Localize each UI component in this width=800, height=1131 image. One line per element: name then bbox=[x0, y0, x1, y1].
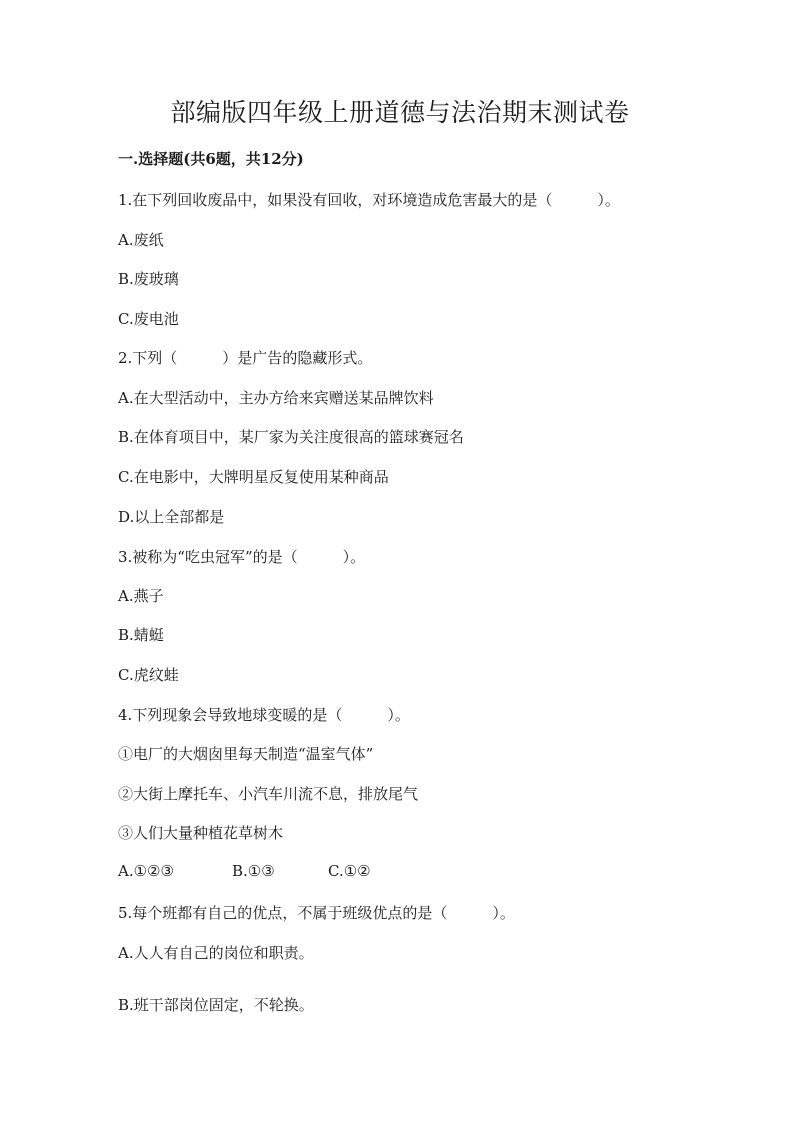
page-title: 部编版四年级上册道德与法治期末测试卷 bbox=[170, 98, 630, 127]
section-heading: 一.选择题(共6题，共12分) bbox=[118, 150, 304, 168]
question-1-option-b: B.废玻璃 bbox=[118, 270, 179, 288]
question-4-statement-2: ②大街上摩托车、小汽车川流不息，排放尾气 bbox=[118, 785, 419, 803]
question-3-option-c: C.虎纹蛙 bbox=[118, 666, 179, 684]
question-4-option-c: C.①② bbox=[328, 862, 371, 880]
question-4-stem: 4.下列现象会导致地球变暖的是（ ）。 bbox=[118, 706, 410, 724]
question-4-statement-1: ①电厂的大烟囱里每天制造“温室气体” bbox=[118, 745, 374, 763]
question-4-option-b: B.①③ bbox=[232, 862, 275, 880]
question-2-stem: 2.下列（ ）是广告的隐藏形式。 bbox=[118, 349, 373, 367]
question-4-statement-3: ③人们大量种植花草树木 bbox=[118, 824, 284, 842]
question-4-option-a: A.①②③ bbox=[118, 862, 174, 880]
question-2-option-b: B.在体育项目中，某厂家为关注度很高的篮球赛冠名 bbox=[118, 428, 464, 446]
question-1-option-c: C.废电池 bbox=[118, 310, 179, 328]
question-1-stem: 1.在下列回收废品中，如果没有回收，对环境造成危害最大的是（ ）。 bbox=[118, 191, 620, 209]
question-5-option-b: B.班干部岗位固定，不轮换。 bbox=[118, 996, 314, 1014]
question-1-option-a: A.废纸 bbox=[118, 231, 164, 249]
question-3-option-a: A.燕子 bbox=[118, 587, 164, 605]
question-2-option-d: D.以上全部都是 bbox=[118, 508, 225, 526]
question-5-option-a: A.人人有自己的岗位和职责。 bbox=[118, 944, 314, 962]
question-3-option-b: B.蜻蜓 bbox=[118, 626, 164, 644]
question-5-stem: 5.每个班都有自己的优点，不属于班级优点的是（ ）。 bbox=[118, 904, 515, 922]
question-2-option-c: C.在电影中，大牌明星反复使用某种商品 bbox=[118, 468, 389, 486]
question-3-stem: 3.被称为“吃虫冠军”的是（ ）。 bbox=[118, 548, 366, 566]
question-2-option-a: A.在大型活动中，主办方给来宾赠送某品牌饮料 bbox=[118, 389, 434, 407]
